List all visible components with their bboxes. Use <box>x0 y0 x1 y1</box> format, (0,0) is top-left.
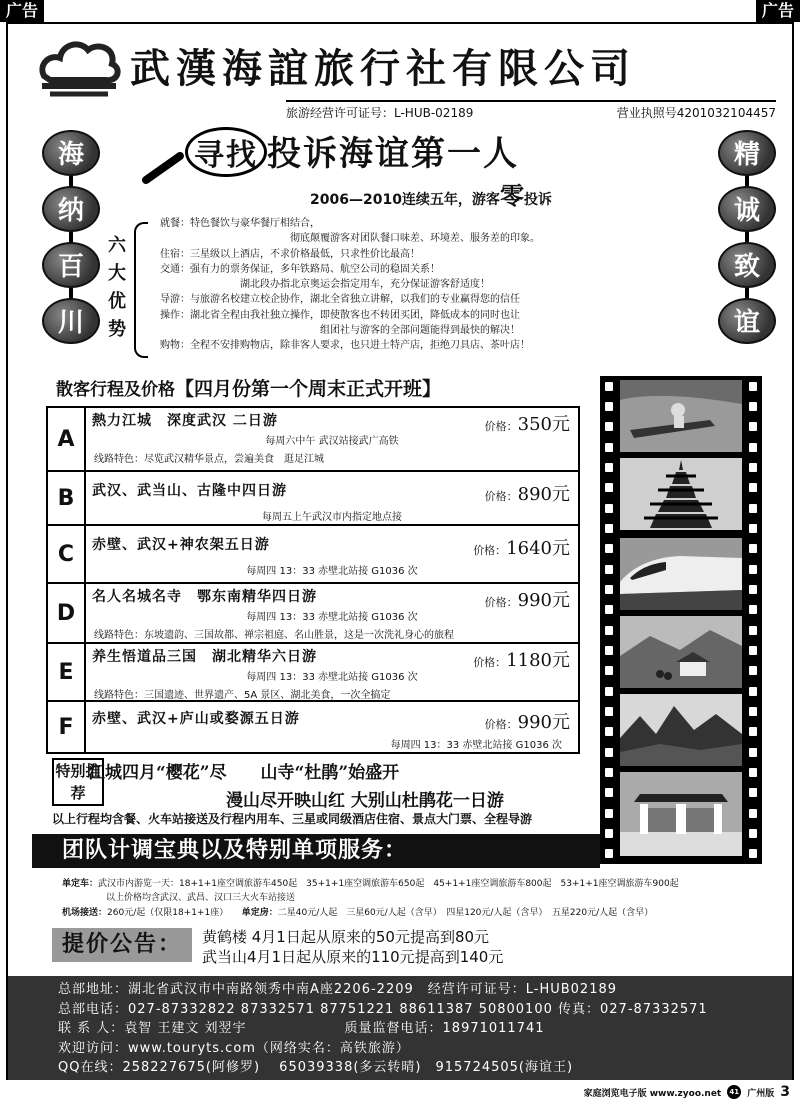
feature-line: 导游：与旅游名校建立校企协作，湖北全省独立讲解，以我们的专业赢得您的信任 <box>160 294 520 306</box>
footer-address: 总部地址：湖北省武汉市中南路领秀中南A座2206-2209 经营许可证号：L-HUB02189 <box>58 982 618 997</box>
photo-high-speed-train <box>620 538 742 610</box>
footer-phone: 总部电话：027-87332822 87332571 87751221 88611387 50800100 传真：027-87332571 <box>58 1001 708 1017</box>
route-letter: E <box>48 644 86 700</box>
subline-after: 投诉 <box>523 192 552 208</box>
lanterns-right <box>718 130 776 344</box>
feature-line: 购物：全程不安排购物店，除非客人要求，也只进土特产店，拒绝刀具店、茶叶店！ <box>160 340 530 352</box>
business-license: 营业执照号4201032104457 <box>616 106 776 120</box>
airport-text: 260元/起（仅限18+1+1座） <box>107 908 224 918</box>
route-price: 价格：990元 <box>484 590 570 611</box>
headline-text: 投诉海谊第一人 <box>267 134 519 174</box>
route-feature: 线路特色：三国遗迹、世界遗产、5A 景区、湖北美食，一次全搞定 <box>94 690 391 701</box>
route-schedule: 每周四 13：33 赤壁北站接 G1036 次 <box>246 672 418 683</box>
team-service-title: 团队计调宝典以及特别单项服务： <box>32 834 600 868</box>
route-row <box>48 702 578 752</box>
car-rental-text: 武汉市内游览一天：18+1+1座空调旅游车450起 35+1+1座空调旅游车650起 45+1+1座空调旅游车800起 53+1+1座空调旅游车900起 <box>98 879 679 889</box>
photo-river-rafting <box>620 380 742 452</box>
lantern-stem <box>69 176 73 186</box>
headline <box>185 126 519 177</box>
footer-qq: QQ在线：258227675(阿修罗) 65039338(多云转晴) 915724505(海谊王) <box>58 1060 574 1075</box>
lanterns-left <box>42 130 100 344</box>
route-row <box>48 584 578 644</box>
page-number: 3 <box>780 1084 790 1100</box>
film-holes-left <box>605 376 613 864</box>
bottom-site-text: 家庭浏览电子版 www.zyoo.net <box>583 1088 722 1099</box>
lantern: 致 <box>718 242 776 288</box>
lantern: 海 <box>42 130 100 176</box>
feature-line: 就餐：特色餐饮与豪华餐厅相结合， <box>160 218 320 229</box>
photo-mountain-village <box>620 616 742 688</box>
route-price: 价格：990元 <box>484 712 570 733</box>
airport-label: 机场接送： <box>62 908 108 918</box>
photo-yellow-crane-tower <box>620 458 742 530</box>
price-notice-label: 提价公告： <box>52 928 192 962</box>
airport-room-line <box>62 905 762 918</box>
subline <box>310 176 552 211</box>
room-text: 二星40元/人起 三星60元/人起（含早） 四星120元/人起（含早） 五星220元/人起（含早） <box>277 908 654 918</box>
route-row <box>48 526 578 584</box>
lantern: 精 <box>718 130 776 176</box>
feature-line: 湖北段办指北京奥运会指定用车，充分保证游客舒适度！ <box>160 279 490 291</box>
bottom-edition: 广州版 <box>747 1088 775 1099</box>
cloud-logo-icon <box>36 36 122 100</box>
car-rental-label: 单定车： <box>62 879 99 889</box>
route-name: 名人名城名寺 鄂东南精华四日游 <box>92 589 317 605</box>
route-schedule: 每周四 13：33 赤壁北站接 G1036 次 <box>246 566 418 577</box>
route-price: 价格：1180元 <box>473 650 570 671</box>
lantern-stem <box>745 176 749 186</box>
special-line-2: 漫山尽开映山红 大别山杜鹃花一日游 <box>226 791 504 811</box>
company-name: 武漢海誼旅行社有限公司 <box>130 45 636 92</box>
route-schedule: 每周四 13：33 赤壁北站接 G1036 次 <box>246 612 418 623</box>
route-row <box>48 472 578 526</box>
route-name: 赤壁、武汉+庐山或婺源五日游 <box>92 711 300 727</box>
photo-temple-gate <box>620 772 742 856</box>
lantern: 诚 <box>718 186 776 232</box>
special-inclusions: 以上行程均含餐、火车站接送及行程内用车、三星或同级酒店住宿、景点大门票、全程导游 <box>52 812 533 826</box>
car-rental-line <box>62 876 762 889</box>
feature-line: 交通：强有力的票务保证，多年铁路局、航空公司的稳固关系！ <box>160 263 440 275</box>
route-schedule: 每周四 13：33 赤壁北站接 G1036 次 <box>390 740 562 751</box>
lantern: 百 <box>42 242 100 288</box>
feature-line: 彻底颠覆游客对团队餐口味差、环境差、服务差的印象。 <box>160 233 540 245</box>
travel-license: 旅游经营许可证号：L-HUB-02189 <box>286 106 474 120</box>
features-list <box>160 216 720 354</box>
ad-label-left: 广告 <box>0 0 44 22</box>
price-notice-line-2: 武当山4月1日起从原来的110元提高到140元 <box>202 948 504 966</box>
photo-mountain-peaks <box>620 694 742 766</box>
feature-line: 组团社与游客的全部问题能得到最快的解决！ <box>160 325 520 337</box>
car-rental-note: 以上价格均含武汉、武昌、汉口三大火车站接送 <box>106 893 296 903</box>
six-advantages-label: 六大优势 <box>108 235 126 340</box>
license-row <box>286 100 776 121</box>
lantern: 谊 <box>718 298 776 344</box>
route-feature: 线路特色：尽览武汉精华景点，尝遍美食 逛足江城 <box>94 454 324 465</box>
route-price: 价格：890元 <box>484 484 570 505</box>
brace <box>134 222 148 358</box>
section-title-bracket: 【四月份第一个周末正式开班】 <box>175 378 442 400</box>
bottom-line <box>584 1084 790 1100</box>
lantern: 纳 <box>42 186 100 232</box>
route-schedule: 每周五上午武汉市内指定地点接 <box>262 512 402 523</box>
footer-contact-person: 联 系 人：袁智 王建文 刘翌宇 质量监督电话：18971011741 <box>58 1021 545 1036</box>
route-price: 价格：350元 <box>484 414 570 435</box>
lantern-stem <box>69 288 73 298</box>
route-letter: A <box>48 408 86 470</box>
price-notice-line-1: 黄鹤楼 4月1日起从原来的50元提高到80元 <box>202 928 490 946</box>
lantern: 川 <box>42 298 100 344</box>
film-holes-right <box>749 376 757 864</box>
route-letter: C <box>48 526 86 582</box>
headline-circled: 寻找 <box>185 127 267 177</box>
route-name: 武汉、武当山、古隆中四日游 <box>92 483 287 499</box>
route-letter: B <box>48 472 86 524</box>
section-title-prefix: 散客行程及价格 <box>56 380 175 400</box>
route-schedule: 每周六中午 武汉站接武广高铁 <box>265 436 399 447</box>
room-label: 单定房： <box>241 908 278 918</box>
feature-line: 住宿：三星级以上酒店，不求价格最低，只求性价比最高！ <box>160 248 420 260</box>
ad-label-right: 广告 <box>756 0 800 22</box>
lantern-stem <box>745 232 749 242</box>
route-row <box>48 408 578 472</box>
subline-before: 2006—2010连续五年，游客 <box>310 192 500 208</box>
photo-filmstrip <box>600 376 762 864</box>
footer-contact <box>8 976 792 1080</box>
route-feature: 线路特色：东坡遗韵、三国故都、禅宗祖庭、名山胜景，这是一次洗礼身心的旅程 <box>94 630 454 641</box>
circle-badge-icon: 41 <box>727 1085 741 1099</box>
route-price: 价格：1640元 <box>473 538 570 559</box>
feature-line: 操作：湖北省全程由我社独立操作，即使散客也不转团买团，降低成本的同时也让 <box>160 309 520 321</box>
route-name: 熱力江城 深度武汉 二日游 <box>92 413 278 429</box>
route-letter: F <box>48 702 86 752</box>
lantern-stem <box>745 288 749 298</box>
lantern-stem <box>69 232 73 242</box>
route-name: 养生悟道品三国 湖北精华六日游 <box>92 649 317 665</box>
footer-website: 欢迎访问：www.touryts.com（网络实名：高铁旅游） <box>58 1040 410 1056</box>
section-title <box>56 374 441 401</box>
route-table <box>46 406 580 754</box>
route-letter: D <box>48 584 86 642</box>
special-line-1: 江城四月“樱花”尽 山寺“杜鹃”始盛开 <box>88 763 400 783</box>
route-name: 赤壁、武汉+神农架五日游 <box>92 537 270 553</box>
subline-zero: 零 <box>499 181 524 210</box>
route-row <box>48 644 578 702</box>
special-recommend-tag: 特别推荐 <box>52 758 104 806</box>
